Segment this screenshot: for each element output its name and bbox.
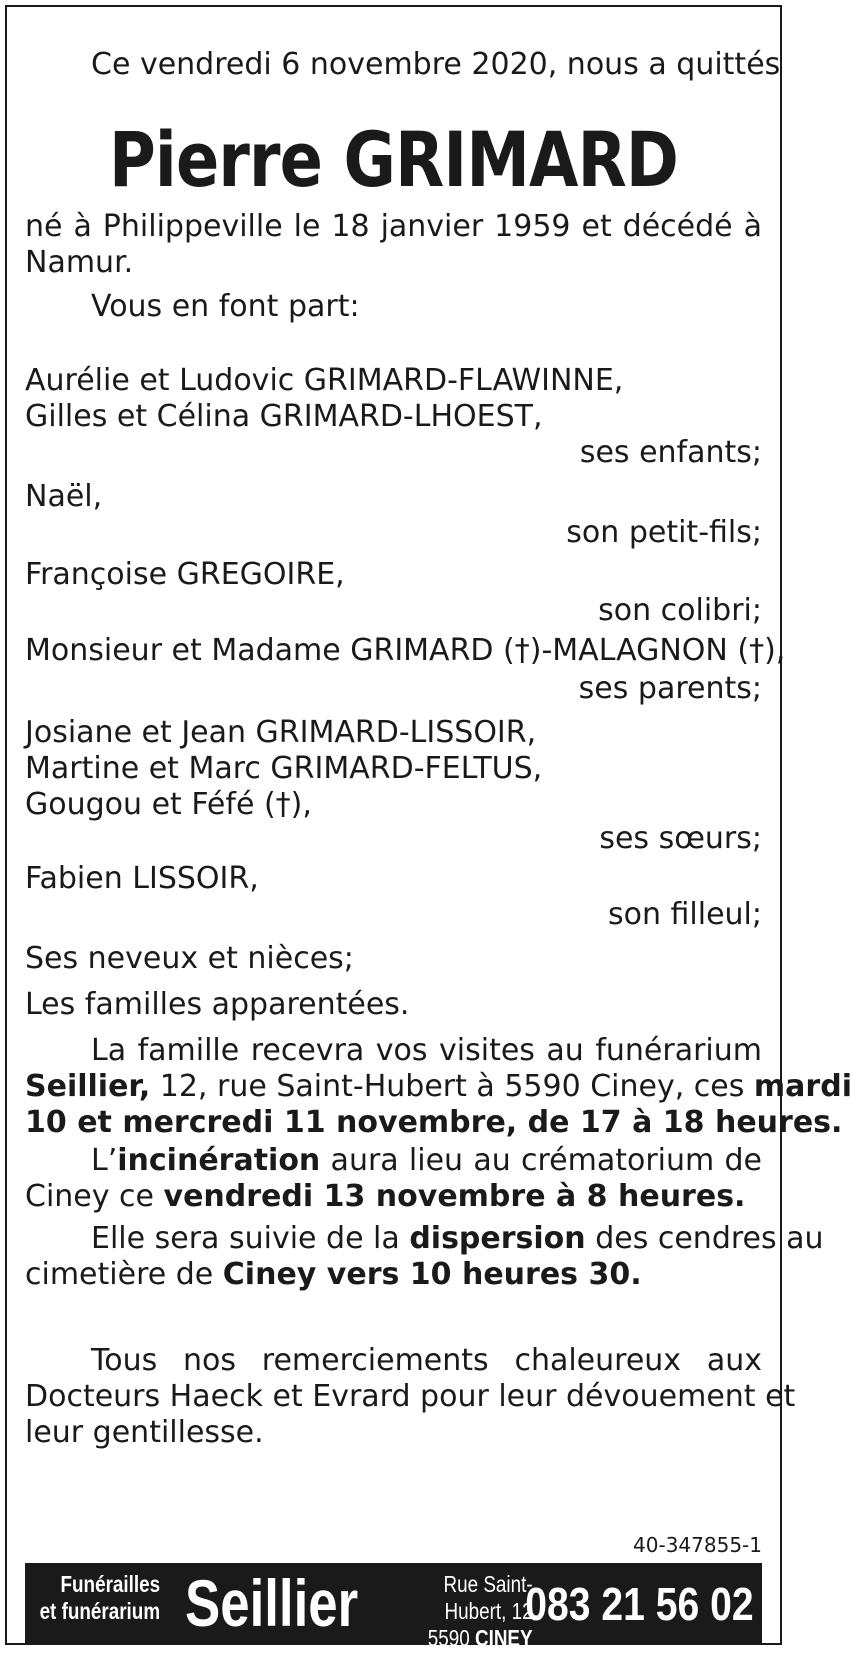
banner-phone: 083 21 56 02 — [525, 1578, 754, 1630]
birth-line-1: né à Philippeville le 18 janvier 1959 et décédé à — [25, 209, 762, 244]
banner-city-name: CINEY — [474, 1625, 533, 1651]
thanks-line-3: leur gentillesse. — [25, 1415, 264, 1450]
family-name: Fabien LISSOIR, — [25, 861, 259, 896]
dispersion-text: des cendres au — [585, 1221, 824, 1256]
extended-family: Les familles apparentées. — [25, 987, 410, 1022]
reference-number: 40-347855-1 — [633, 1533, 762, 1557]
cremation-text: Ciney ce — [25, 1179, 164, 1214]
dispersion-line-1 — [91, 1219, 824, 1259]
dispersion-keyword: dispersion — [409, 1221, 586, 1256]
visits-address: 12, rue Saint-Hubert à 5590 Ciney, ces — [150, 1069, 754, 1104]
cremation-text: aura lieu au crématorium de — [320, 1143, 762, 1178]
cremation-date: vendredi 13 novembre à 8 heures. — [163, 1179, 746, 1214]
family-name: Josiane et Jean GRIMARD-LISSOIR, — [25, 715, 537, 750]
family-name: Martine et Marc GRIMARD-FELTUS, — [25, 751, 543, 786]
thanks-line-1: Tous nos remerciements chaleureux aux — [91, 1343, 762, 1378]
visits-line-2 — [25, 1067, 852, 1107]
family-name: Monsieur et Madame GRIMARD (†)-MALAGNON (†), — [25, 633, 786, 668]
birth-line-2: Namur. — [25, 245, 134, 280]
dispersion-text: Elle sera suivie de la — [91, 1221, 410, 1256]
visits-dates: 10 et mercredi 11 novembre, de 17 à 18 heures. — [25, 1105, 843, 1140]
funeral-home-banner — [25, 1563, 762, 1651]
obituary-notice — [5, 5, 852, 1651]
family-name: Françoise GREGOIRE, — [25, 557, 345, 592]
extended-family: Ses neveux et nièces; — [25, 941, 354, 976]
banner-service-label — [33, 1571, 160, 1625]
banner-street: Rue Saint-Hubert, 12 — [443, 1571, 533, 1624]
family-relation: ses enfants; — [579, 435, 762, 470]
dispersion-text: cimetière de — [25, 1257, 223, 1292]
family-relation: ses parents; — [578, 671, 762, 706]
family-relation: son colibri; — [598, 593, 762, 628]
cremation-line-2 — [25, 1177, 762, 1217]
visits-day: mardi — [753, 1069, 852, 1104]
family-name: Aurélie et Ludovic GRIMARD-FLAWINNE, — [25, 363, 624, 398]
visits-line-3 — [25, 1103, 843, 1143]
cremation-line-1 — [91, 1141, 762, 1181]
banner-service-line-1: Funérailles — [60, 1571, 161, 1597]
deceased-name: Pierre GRIMARD — [108, 115, 679, 204]
announcement: Vous en font part: — [91, 289, 360, 324]
dispersion-time: Ciney vers 10 heures 30. — [222, 1257, 642, 1292]
family-name: Gougou et Féfé (†), — [25, 787, 312, 822]
visits-line-1: La famille recevra vos visites au funérarium — [91, 1033, 762, 1068]
dispersion-line-2 — [25, 1255, 762, 1295]
thanks-line-2: Docteurs Haeck et Evrard pour leur dévouement et — [25, 1379, 796, 1414]
family-relation: ses sœurs; — [599, 821, 762, 856]
banner-service-line-2: et funérarium — [39, 1598, 161, 1624]
banner-brand: Seillier — [185, 1566, 359, 1640]
intro-line: Ce vendredi 6 novembre 2020, nous a quittés — [91, 47, 781, 82]
banner-postcode: 5590 — [427, 1625, 475, 1651]
family-relation: son petit-fils; — [566, 515, 762, 550]
banner-address — [385, 1571, 533, 1652]
banner-city — [385, 1625, 533, 1652]
family-name: Gilles et Célina GRIMARD-LHOEST, — [25, 399, 543, 434]
cremation-keyword: incinération — [117, 1143, 321, 1178]
family-name: Naël, — [25, 479, 103, 514]
family-relation: son filleul; — [607, 897, 762, 932]
funeral-home-name: Seillier, — [25, 1069, 151, 1104]
cremation-text: L’ — [91, 1143, 118, 1178]
